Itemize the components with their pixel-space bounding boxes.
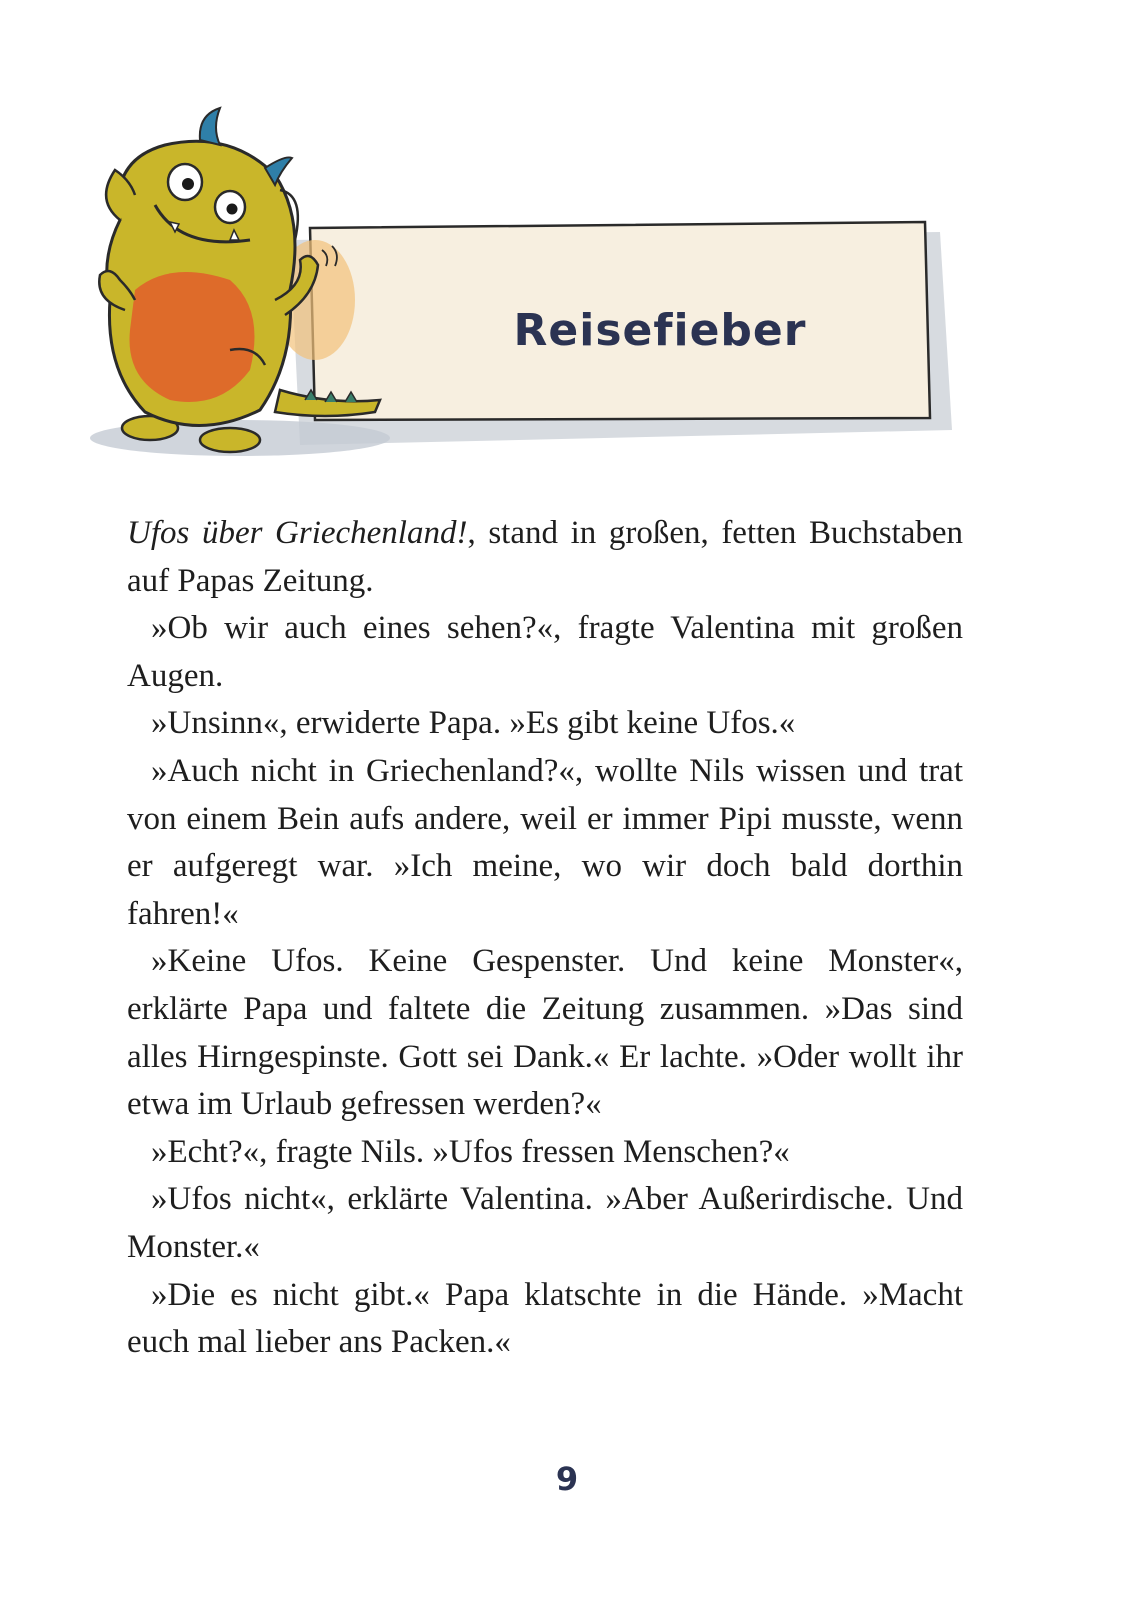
paragraph — [127, 510, 963, 605]
chapter-header — [80, 100, 980, 480]
paragraph: »Echt?«, fragte Nils. »Ufos fressen Menschen?« — [151, 1133, 790, 1170]
paragraph: »Keine Ufos. Keine Gespenster. Und keine Monster«, erklärte Papa und faltete die Zeitung zusammen. »Das sind alles Hirngespinste. Gott sei Dank.« Er lachte. »Oder wollt ihr etwa im Urlaub gefressen werden?« — [127, 943, 963, 1123]
chapter-title: Reisefieber — [513, 305, 807, 356]
paragraph: »Die es nicht gibt.« Papa klatschte in die Hände. »Macht euch mal lieber ans Packen.« — [127, 1276, 963, 1361]
newspaper-headline: Ufos über Griechenland! — [127, 515, 468, 551]
paragraph: »Unsinn«, erwiderte Papa. »Es gibt keine Ufos.« — [151, 705, 796, 742]
paragraph-text: , stand in großen, fetten Buchstaben auf Papas Zeitung. — [127, 515, 963, 599]
chapter-banner-illustration — [80, 100, 980, 480]
paragraph: »Ufos nicht«, erklärte Valentina. »Aber Außerirdische. Und Monster.« — [127, 1181, 963, 1265]
paragraph: »Ob wir auch eines sehen?«, fragte Valentina mit großen Augen. — [127, 610, 963, 694]
paragraph: »Auch nicht in Griechenland?«, wollte Nils wissen und trat von einem Bein aufs andere, weil er immer Pipi musste, wenn er aufgeregt war. »Ich meine, wo wir doch bald dorthin fahren!« — [127, 752, 963, 932]
page-number: 9 — [555, 1460, 579, 1498]
chapter-body — [127, 510, 963, 1367]
